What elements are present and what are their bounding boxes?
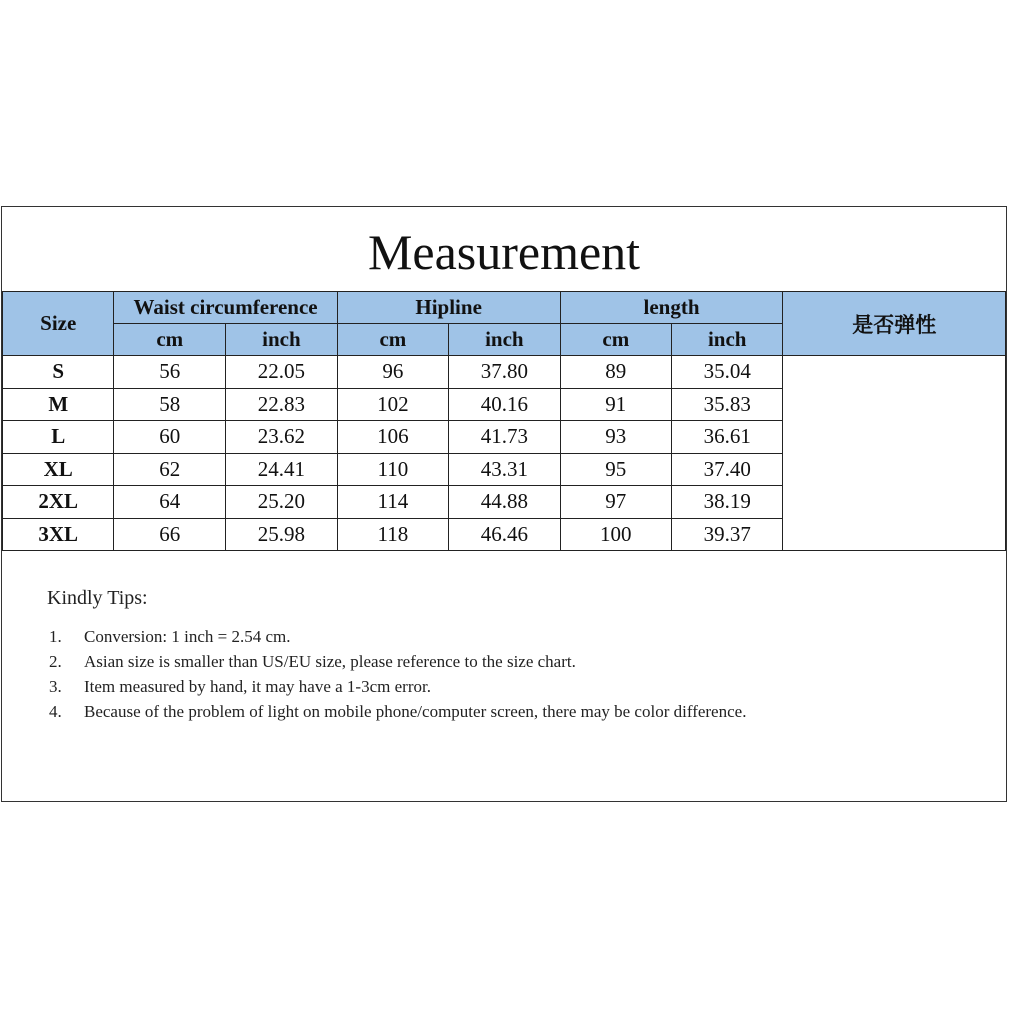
tip-number: 3. (49, 677, 62, 696)
tip-item (47, 699, 874, 724)
header-hipline: Hipline (337, 292, 560, 324)
size-cell: L (3, 421, 114, 454)
subheader-waist-inch: inch (226, 324, 338, 356)
hip-cm-cell: 114 (337, 486, 448, 519)
hip-inch-cell: 40.16 (449, 388, 561, 421)
header-waist: Waist circumference (114, 292, 337, 324)
header-elasticity: 是否弹性 (783, 292, 1006, 356)
size-cell: XL (3, 453, 114, 486)
size-table (2, 291, 1006, 551)
waist-inch-cell: 22.83 (226, 388, 338, 421)
waist-cm-cell: 62 (114, 453, 226, 486)
tip-text: Conversion: 1 inch = 2.54 cm. (84, 627, 291, 646)
length-inch-cell: 35.83 (671, 388, 783, 421)
hip-inch-cell: 37.80 (449, 356, 561, 389)
length-inch-cell: 35.04 (671, 356, 783, 389)
length-cm-cell: 91 (560, 388, 671, 421)
subheader-hip-inch: inch (449, 324, 561, 356)
length-cm-cell: 100 (560, 518, 671, 551)
waist-cm-cell: 64 (114, 486, 226, 519)
table-row (3, 356, 1006, 389)
subheader-length-inch: inch (671, 324, 783, 356)
hip-inch-cell: 43.31 (449, 453, 561, 486)
waist-inch-cell: 22.05 (226, 356, 338, 389)
header-length: length (560, 292, 783, 324)
tips-title: Kindly Tips: (47, 587, 148, 609)
length-cm-cell: 95 (560, 453, 671, 486)
tip-text: Because of the problem of light on mobile phone/computer screen, there may be color difference. (84, 702, 747, 721)
length-cm-cell: 89 (560, 356, 671, 389)
size-cell: 2XL (3, 486, 114, 519)
waist-cm-cell: 58 (114, 388, 226, 421)
waist-cm-cell: 66 (114, 518, 226, 551)
page-title: Measurement (367, 224, 641, 280)
waist-cm-cell: 56 (114, 356, 226, 389)
tip-number: 1. (49, 627, 62, 646)
tip-item (47, 649, 874, 674)
size-chart-card (1, 206, 1007, 802)
tip-number: 2. (49, 652, 62, 671)
waist-inch-cell: 25.98 (226, 518, 338, 551)
kindly-tips (47, 587, 874, 724)
subheader-hip-cm: cm (337, 324, 448, 356)
hip-inch-cell: 46.46 (449, 518, 561, 551)
tip-number: 4. (49, 702, 62, 721)
length-inch-cell: 37.40 (671, 453, 783, 486)
length-cm-cell: 93 (560, 421, 671, 454)
tip-text: Item measured by hand, it may have a 1-3cm error. (84, 677, 431, 696)
hip-cm-cell: 106 (337, 421, 448, 454)
tips-list (47, 624, 874, 724)
hip-cm-cell: 102 (337, 388, 448, 421)
length-inch-cell: 36.61 (671, 421, 783, 454)
tip-item (47, 674, 874, 699)
hip-cm-cell: 96 (337, 356, 448, 389)
waist-inch-cell: 24.41 (226, 453, 338, 486)
size-cell: S (3, 356, 114, 389)
tip-text: Asian size is smaller than US/EU size, please reference to the size chart. (84, 652, 576, 671)
waist-inch-cell: 25.20 (226, 486, 338, 519)
hip-cm-cell: 118 (337, 518, 448, 551)
hip-inch-cell: 44.88 (449, 486, 561, 519)
size-cell: 3XL (3, 518, 114, 551)
tip-item (47, 624, 874, 649)
elasticity-cell (783, 356, 1006, 551)
table-header-row (3, 292, 1006, 324)
subheader-length-cm: cm (560, 324, 671, 356)
hip-inch-cell: 41.73 (449, 421, 561, 454)
size-cell: M (3, 388, 114, 421)
header-size: Size (3, 292, 114, 356)
waist-inch-cell: 23.62 (226, 421, 338, 454)
subheader-waist-cm: cm (114, 324, 226, 356)
length-inch-cell: 38.19 (671, 486, 783, 519)
length-cm-cell: 97 (560, 486, 671, 519)
waist-cm-cell: 60 (114, 421, 226, 454)
length-inch-cell: 39.37 (671, 518, 783, 551)
hip-cm-cell: 110 (337, 453, 448, 486)
